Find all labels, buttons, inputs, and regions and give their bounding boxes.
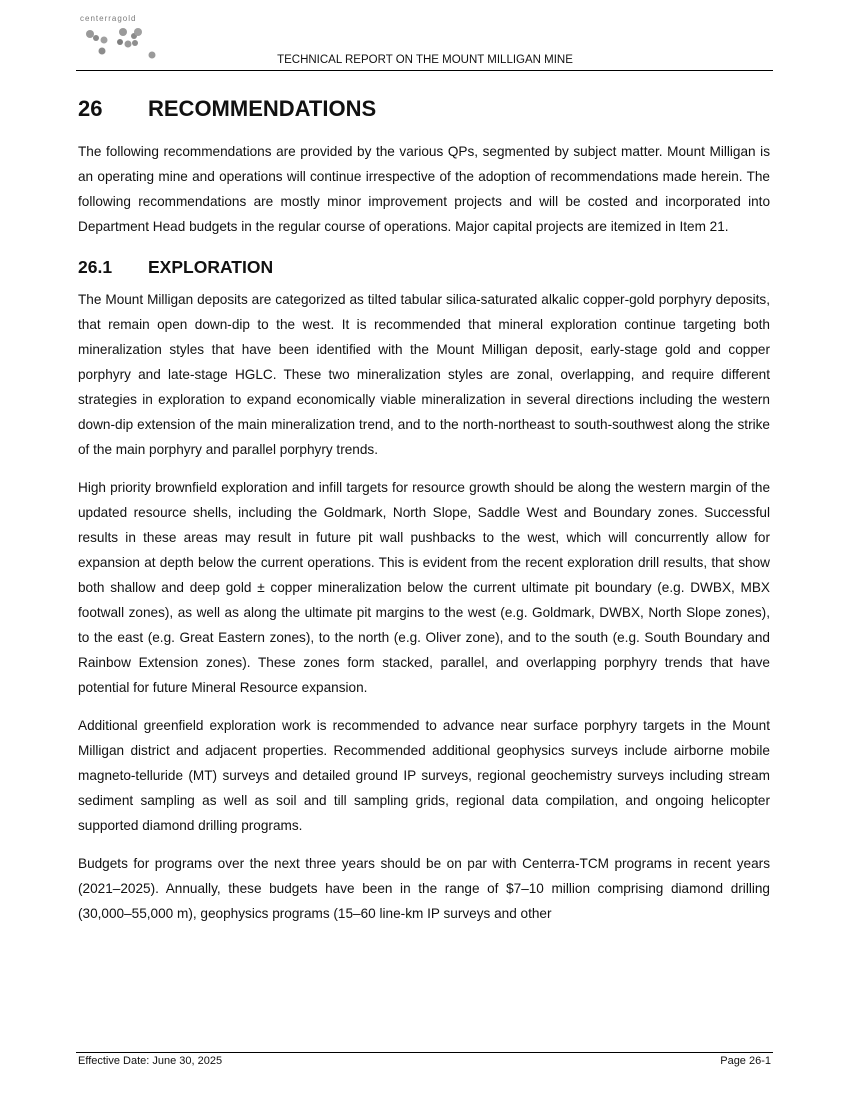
- body-paragraph: Budgets for programs over the next three years should be on par with Centerra-TCM programs in recent years (2021–2025). Annually, these budgets have been in the range of $7–10 million comprising diamond drilling (30,000–55,000 m), geophysics programs (15–60 line-km IP surveys and other: [78, 856, 770, 921]
- page-number: Page 26-1: [720, 1055, 771, 1067]
- page-content: [78, 96, 770, 926]
- section-intro-paragraph: The following recommendations are provided by the various QPs, segmented by subject matter. Mount Milligan is an operating mine and operations will continue irrespective of the adoption of recommendations made herein. The following recommendations are mostly minor improvement projects and will be costed and incorporated into Department Head budgets in the regular course of operations. Major capital projects are itemized in Item 21.: [78, 144, 770, 234]
- section-number: 26: [78, 96, 103, 121]
- footer-divider: [76, 1052, 773, 1053]
- subsection-number: 26.1: [78, 257, 113, 277]
- section-heading: [78, 96, 770, 122]
- effective-date: Effective Date: June 30, 2025: [78, 1055, 223, 1067]
- report-header-title: TECHNICAL REPORT ON THE MOUNT MILLIGAN MINE: [277, 54, 573, 66]
- subsection-title: EXPLORATION: [148, 257, 274, 277]
- body-paragraph: The Mount Milligan deposits are categorized as tilted tabular silica-saturated alkalic copper-gold porphyry deposits, that remain open down-dip to the west. It is recommended that mineral exploration continue targeting both mineralization styles that have been identified with the Mount Milligan deposit, early-stage gold and copper porphyry and late-stage HGLC. These two mineralization styles are zonal, overlapping, and require different strategies in exploration to expand economically viable mineralization in several directions including the western down-dip extension of the main mineralization trend, and to the north-northeast to south-southwest along the strike of the main porphyry and parallel porphyry trends.: [78, 292, 770, 457]
- body-paragraph: High priority brownfield exploration and infill targets for resource growth should be along the western margin of the updated resource shells, including the Goldmark, North Slope, Saddle West and Boundary zones. Successful results in these areas may result in future pit wall pushbacks to the west, which will concurrently allow for expansion at depth below the current operations. This is evident from the recent exploration drill results, that show both shallow and deep gold ± copper mineralization below the current ultimate pit boundary (e.g. DWBX, MBX footwall zones), as well as along the ultimate pit margins to the west (e.g. Goldmark, DWBX, North Slope zones), to the east (e.g. Great Eastern zones), to the north (e.g. Oliver zone), and to the south (e.g. South Boundary and Rainbow Extension zones). These zones form stacked, parallel, and overlapping porphyry trends that have potential for future Mineral Resource expansion.: [78, 480, 770, 695]
- body-paragraph: Additional greenfield exploration work is recommended to advance near surface porphyry targets in the Mount Milligan district and adjacent properties. Recommended additional geophysics surveys include airborne mobile magneto-telluride (MT) surveys and detailed ground IP surveys, regional geochemistry surveys including stream sediment sampling as well as soil and till sampling grids, regional data compilation, and ongoing helicopter supported diamond drilling programs.: [78, 718, 770, 833]
- header-divider: [76, 70, 773, 71]
- subsection-heading: [78, 257, 770, 278]
- section-title: RECOMMENDATIONS: [148, 96, 377, 121]
- logo-wordmark: centerragold: [80, 14, 137, 23]
